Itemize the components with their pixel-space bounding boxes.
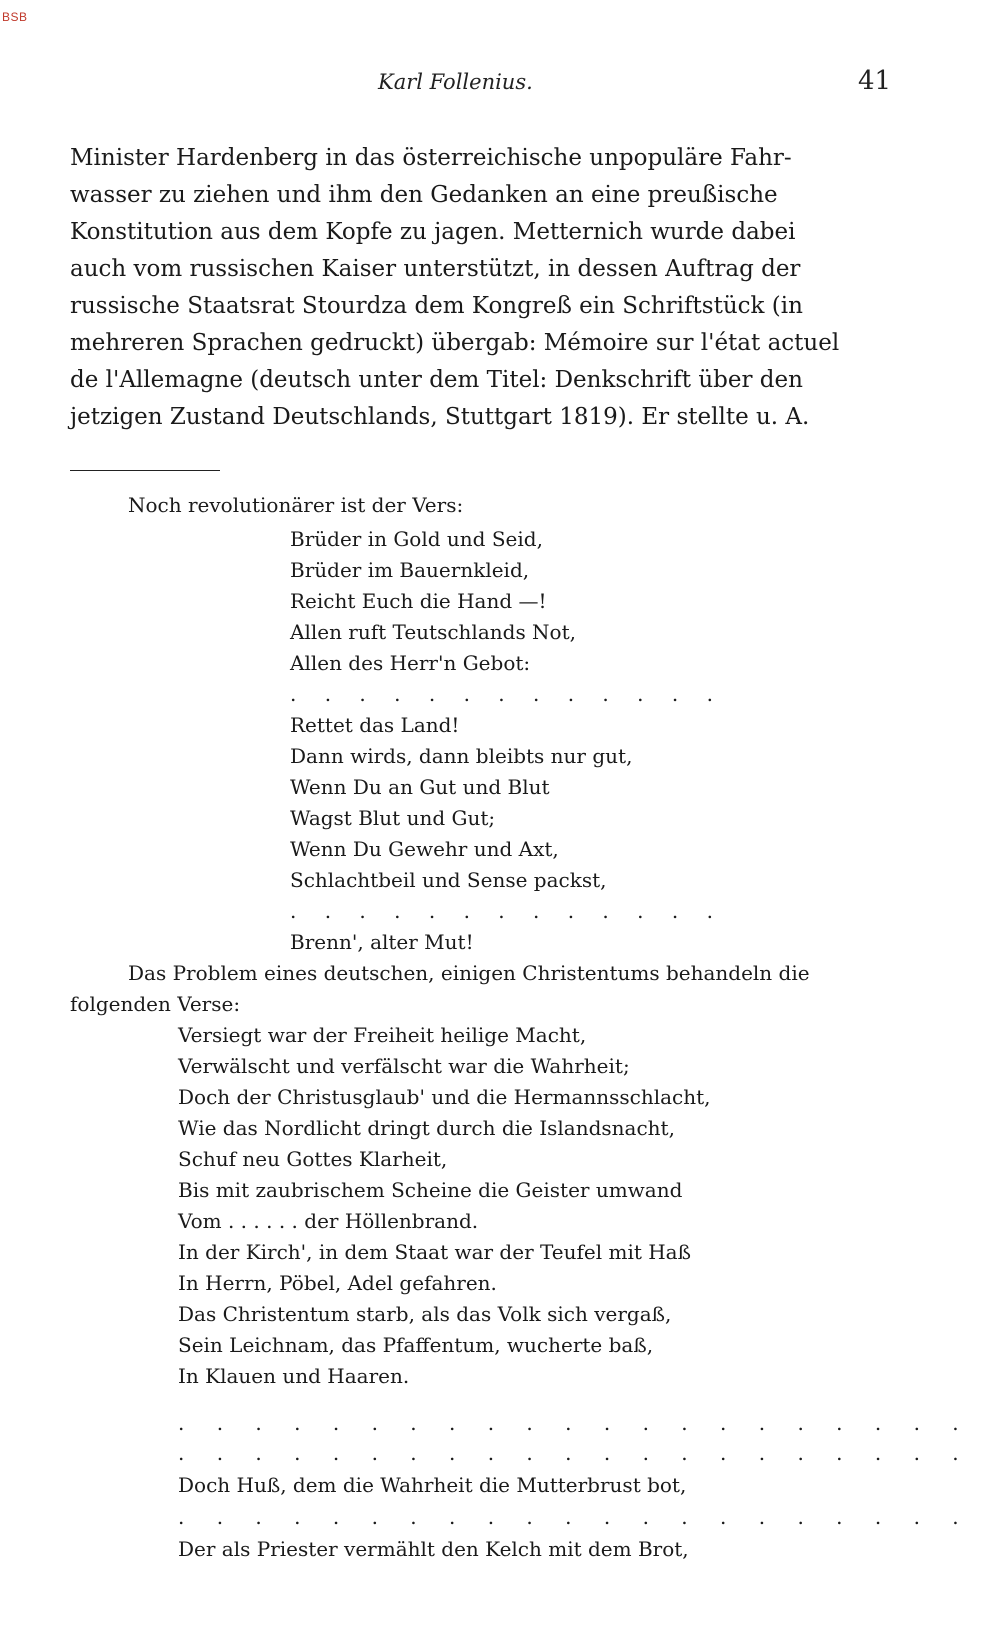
ellipsis-line: . . . . . . . . . . . . . <box>290 899 724 923</box>
body-line: mehreren Sprachen gedruckt) übergab: Mémoire sur l'état actuel <box>70 330 840 356</box>
footnote-paragraph-line: Das Problem eines deutschen, einigen Christentums behandeln die <box>128 961 810 985</box>
body-line: jetzigen Zustand Deutschlands, Stuttgart 1819). Er stellte u. A. <box>70 404 810 430</box>
body-line: russische Staatsrat Stourdza dem Kongreß ein Schriftstück (in <box>70 293 803 319</box>
verse-line: Sein Leichnam, das Pfaffentum, wucherte baß, <box>178 1333 654 1357</box>
verse-line: Wenn Du an Gut und Blut <box>290 775 550 799</box>
verse-line: Wagst Blut und Gut; <box>290 806 496 830</box>
verse-line: Allen des Herr'n Gebot: <box>290 651 531 675</box>
verse-line: Doch der Christusglaub' und die Hermannsschlacht, <box>178 1085 711 1109</box>
verse-line: Vom . . . . . . der Höllenbrand. <box>178 1209 479 1233</box>
verse-line: Schuf neu Gottes Klarheit, <box>178 1147 448 1171</box>
verse-line: Brenn', alter Mut! <box>290 930 474 954</box>
verse-line: In der Kirch', in dem Staat war der Teufel mit Haß <box>178 1240 691 1264</box>
verse-line: Dann wirds, dann bleibts nur gut, <box>290 744 633 768</box>
body-paragraph <box>70 140 892 436</box>
running-head: Karl Follenius. <box>378 70 533 94</box>
ellipsis-line: . . . . . . . . . . . . . . . . . . . . . <box>178 1505 972 1529</box>
verse-line: Wenn Du Gewehr und Axt, <box>290 837 559 861</box>
verse-line: Brüder im Bauernkleid, <box>290 558 530 582</box>
page-header <box>0 66 1000 110</box>
page-number: 41 <box>858 66 892 96</box>
body-line: Konstitution aus dem Kopfe zu jagen. Metternich wurde dabei <box>70 219 796 245</box>
footnote-paragraph-line: folgenden Verse: <box>70 992 241 1016</box>
footnote-intro: Noch revolutionärer ist der Vers: <box>128 493 464 517</box>
verse-line: In Herrn, Pöbel, Adel gefahren. <box>178 1271 497 1295</box>
verse-line: Wie das Nordlicht dringt durch die Islandsnacht, <box>178 1116 675 1140</box>
verse-line: In Klauen und Haaren. <box>178 1364 410 1388</box>
body-line: wasser zu ziehen und ihm den Gedanken an eine preußische <box>70 182 778 208</box>
body-line: de l'Allemagne (deutsch unter dem Titel: Denkschrift über den <box>70 367 803 393</box>
verse-line: Der als Priester vermählt den Kelch mit dem Brot, <box>178 1537 689 1561</box>
verse-line: Bis mit zaubrischem Scheine die Geister umwand <box>178 1178 683 1202</box>
verse-line: Das Christentum starb, als das Volk sich vergaß, <box>178 1302 672 1326</box>
footnote-rule <box>70 470 220 471</box>
verse-line: Schlachtbeil und Sense packst, <box>290 868 607 892</box>
body-line: auch vom russischen Kaiser unterstützt, in dessen Auftrag der <box>70 256 801 282</box>
verse-line: Reicht Euch die Hand —! <box>290 589 547 613</box>
verse-line: Allen ruft Teutschlands Not, <box>290 620 576 644</box>
ellipsis-line: . . . . . . . . . . . . . . . . . . . . . <box>178 1411 972 1435</box>
body-line: Minister Hardenberg in das österreichische unpopuläre Fahr- <box>70 145 792 171</box>
verse-line: Brüder in Gold und Seid, <box>290 527 543 551</box>
verse-line: Verwälscht und verfälscht war die Wahrheit; <box>178 1054 630 1078</box>
library-stamp: BSB <box>2 10 28 24</box>
verse-line: Rettet das Land! <box>290 713 460 737</box>
ellipsis-line: . . . . . . . . . . . . . . . . . . . . . <box>178 1441 972 1465</box>
verse-line: Versiegt war der Freiheit heilige Macht, <box>178 1023 587 1047</box>
verse-line: Doch Huß, dem die Wahrheit die Mutterbrust bot, <box>178 1473 687 1497</box>
ellipsis-line: . . . . . . . . . . . . . <box>290 682 724 706</box>
